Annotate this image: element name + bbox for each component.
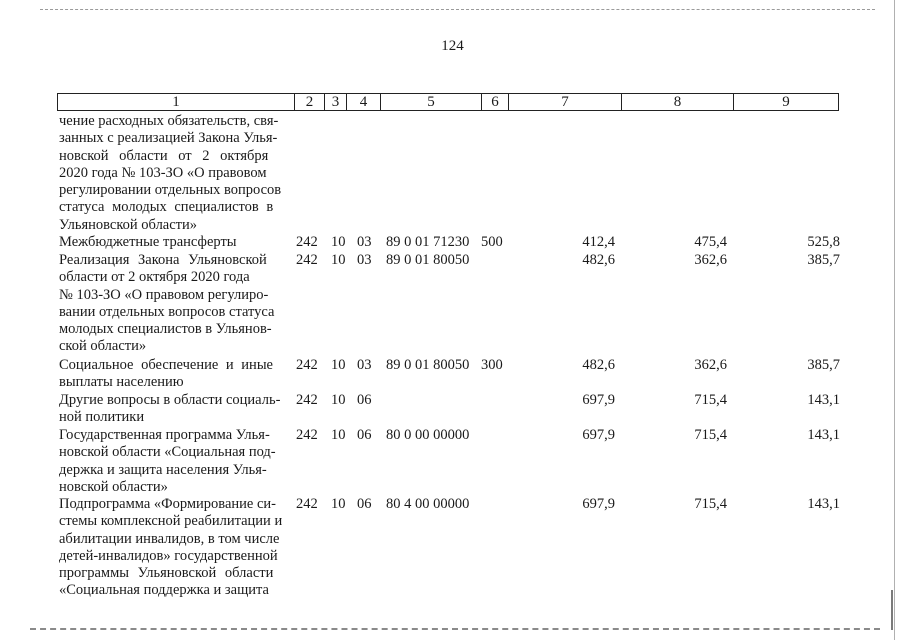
header-col-4: 4: [346, 94, 380, 110]
scan-edge-right: [894, 0, 895, 640]
header-col-6: 6: [481, 94, 508, 110]
table-row-name: [59, 113, 293, 234]
row-text-line: чение расходных обязательств, свя-: [59, 113, 279, 129]
row-text-line: программы Ульяновской области: [59, 565, 274, 582]
row-cell-col3: 10: [331, 252, 346, 268]
row-cell-col8: 715,4: [694, 392, 727, 408]
header-col-7: 7: [508, 94, 621, 110]
page-number: 124: [441, 38, 464, 54]
row-cell-col5: 80 4 00 00000: [386, 496, 470, 512]
scan-edge-right-mark: [891, 590, 893, 630]
row-cell-col4: 03: [357, 252, 372, 268]
row-cell-col7: 697,9: [582, 496, 615, 512]
row-text-line: молодых специалистов в Ульянов-: [59, 321, 272, 338]
row-text-line: стемы комплексной реабилитации и: [59, 513, 283, 530]
row-text-line: абилитации инвалидов, в том числе: [59, 530, 280, 547]
row-cell-col2: 242: [296, 252, 318, 268]
row-cell-col8: 715,4: [694, 427, 727, 443]
row-text-line: Реализация Закона Ульяновской: [59, 252, 267, 268]
row-cell-col8: 475,4: [694, 234, 727, 250]
row-cell-col3: 10: [331, 496, 346, 512]
row-text-line: № 103-ЗО «О правовом регулиро-: [59, 286, 269, 303]
row-cell-col7: 482,6: [582, 252, 615, 268]
row-text-line: регулировании отдельных вопросов: [59, 182, 282, 199]
row-text-line: новской области «Социальная под-: [59, 444, 276, 461]
row-cell-col4: 06: [357, 496, 372, 512]
row-cell-col7: 697,9: [582, 392, 615, 408]
row-cell-col7: 697,9: [582, 427, 615, 443]
row-text-line: ной политики: [59, 409, 145, 426]
header-col-1: 1: [172, 94, 180, 110]
row-cell-col4: 06: [357, 392, 372, 408]
row-cell-col3: 10: [331, 427, 346, 443]
row-cell-col3: 10: [331, 357, 346, 373]
table-row-name: [59, 392, 293, 427]
row-cell-col9: 143,1: [807, 496, 840, 512]
row-cell-col7: 412,4: [582, 234, 615, 250]
row-text-line: выплаты населению: [59, 374, 184, 391]
row-text-line: держка и защита населения Улья-: [59, 461, 267, 478]
row-cell-col6: 500: [481, 234, 503, 250]
row-text-line: детей-инвалидов» государственной: [59, 547, 278, 564]
row-cell-col3: 10: [331, 234, 346, 250]
row-text-line: Государственная программа Улья-: [59, 427, 270, 443]
row-text-line: 2020 года № 103-ЗО «О правовом: [59, 164, 267, 181]
table-row-name: [59, 234, 293, 251]
table-row-name: [59, 357, 293, 392]
table-row-name: [59, 252, 293, 356]
row-cell-col5: 89 0 01 80050: [386, 357, 470, 373]
row-cell-col2: 242: [296, 427, 318, 443]
row-cell-col7: 482,6: [582, 357, 615, 373]
row-cell-col5: 89 0 01 71230: [386, 234, 470, 250]
scan-edge-bottom: [30, 628, 880, 630]
row-cell-col2: 242: [296, 392, 318, 408]
row-text-line: вании отдельных вопросов статуса: [59, 303, 275, 320]
row-text-line: Межбюджетные трансферты: [59, 234, 237, 250]
header-col-2: 2: [294, 94, 324, 110]
row-text-line: ской области»: [59, 338, 147, 355]
row-cell-col2: 242: [296, 234, 318, 250]
row-cell-col6: 300: [481, 357, 503, 373]
header-col-8: 8: [621, 94, 733, 110]
row-text-line: Другие вопросы в области социаль-: [59, 392, 281, 408]
row-cell-col4: 03: [357, 234, 372, 250]
row-cell-col3: 10: [331, 392, 346, 408]
row-cell-col2: 242: [296, 496, 318, 512]
header-col-3: 3: [324, 94, 346, 110]
row-text-line: новской области от 2 октября: [59, 147, 269, 164]
table-row-name: [59, 427, 293, 496]
row-text-line: Подпрограмма «Формирование си-: [59, 496, 277, 512]
row-cell-col9: 143,1: [807, 392, 840, 408]
row-cell-col9: 385,7: [807, 252, 840, 268]
row-cell-col9: 385,7: [807, 357, 840, 373]
row-cell-col8: 362,6: [694, 252, 727, 268]
row-cell-col4: 03: [357, 357, 372, 373]
header-col-5: 5: [380, 94, 481, 110]
row-text-line: Социальное обеспечение и иные: [59, 357, 273, 373]
row-cell-col4: 06: [357, 427, 372, 443]
row-cell-col5: 89 0 01 80050: [386, 252, 470, 268]
row-text-line: занных с реализацией Закона Улья-: [59, 130, 278, 147]
row-text-line: статуса молодых специалистов в: [59, 199, 274, 216]
row-text-line: области от 2 октября 2020 года: [59, 269, 250, 286]
row-text-line: «Социальная поддержка и защита: [59, 582, 269, 599]
table-row-name: [59, 496, 293, 600]
row-cell-col9: 525,8: [807, 234, 840, 250]
scan-edge-top: [40, 9, 875, 10]
row-cell-col8: 362,6: [694, 357, 727, 373]
row-cell-col9: 143,1: [807, 427, 840, 443]
header-col-9: 9: [733, 94, 838, 110]
table-header-row: [57, 93, 839, 111]
row-text-line: Ульяновской области»: [59, 216, 198, 233]
row-cell-col5: 80 0 00 00000: [386, 427, 470, 443]
row-cell-col8: 715,4: [694, 496, 727, 512]
row-cell-col2: 242: [296, 357, 318, 373]
row-text-line: новской области»: [59, 478, 168, 495]
